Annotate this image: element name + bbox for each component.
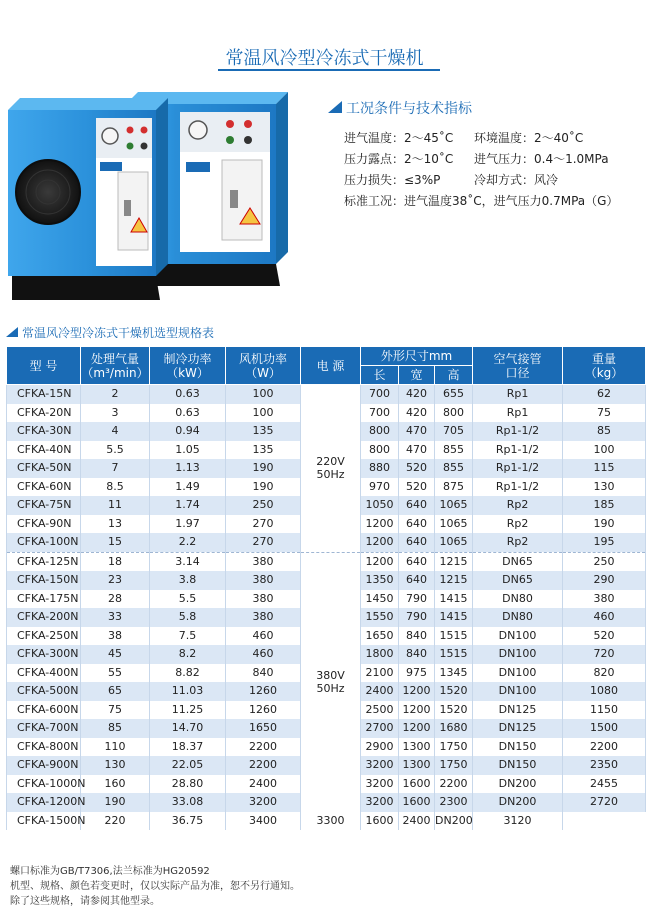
title-underline [218, 69, 440, 71]
spec-table [6, 346, 646, 830]
cell-model: CFKA-1500N [7, 812, 81, 831]
cell-flow: 160 [81, 775, 150, 794]
col-air-connection: 空气接管 口径 [473, 347, 563, 385]
cell-flow: 13 [81, 515, 150, 534]
cell-fan: 380 [226, 571, 301, 590]
condition-text: 压力损失：≤3%P [344, 173, 441, 187]
cell-l: 1200 [361, 552, 399, 571]
cell-wt: 3120 [473, 812, 563, 831]
cell-h: 1415 [435, 608, 473, 627]
cell-conn: Rp2 [473, 533, 563, 552]
cell-wt: 2720 [563, 793, 646, 812]
cell-flow: 28 [81, 590, 150, 609]
cell-conn: DN200 [473, 793, 563, 812]
cell-model: CFKA-200N [7, 608, 81, 627]
col-fan-power: 风机功率 （W） [226, 347, 301, 385]
cell-cool: 22.05 [150, 756, 226, 775]
cell-w: 520 [399, 459, 435, 478]
cell-conn: DN150 [473, 738, 563, 757]
cell-wt: 2455 [563, 775, 646, 794]
cell-wt: 1150 [563, 701, 646, 720]
col-power-supply: 电 源 [301, 347, 361, 385]
col-weight: 重量 （kg） [563, 347, 646, 385]
cell-cool: 11.25 [150, 701, 226, 720]
cell-cool: 33.08 [150, 793, 226, 812]
cell-l: 1650 [361, 627, 399, 646]
cell-model: CFKA-500N [7, 682, 81, 701]
cell-fan: 2200 [226, 756, 301, 775]
cell-h: 855 [435, 441, 473, 460]
cell-fan: 190 [226, 478, 301, 497]
cell-l: 1550 [361, 608, 399, 627]
cell-l: 2500 [361, 701, 399, 720]
cell-conn: DN100 [473, 682, 563, 701]
condition-text: 冷却方式：风冷 [474, 173, 559, 187]
cell-wt: 460 [563, 608, 646, 627]
cell-cool: 5.5 [150, 590, 226, 609]
cell-w: 520 [399, 478, 435, 497]
cell-fan: 3200 [226, 793, 301, 812]
cell-cool: 1.13 [150, 459, 226, 478]
cell-w: 1200 [399, 682, 435, 701]
cell-cool: 0.63 [150, 385, 226, 404]
cell-cool: 0.63 [150, 404, 226, 423]
cell-w: 840 [399, 645, 435, 664]
cell-conn: Rp1-1/2 [473, 478, 563, 497]
cell-h: 1515 [435, 645, 473, 664]
cell-w: 420 [399, 385, 435, 404]
cell-wt: 190 [563, 515, 646, 534]
cell-h: 875 [435, 478, 473, 497]
cell-fan: 270 [226, 515, 301, 534]
cell-l: 2900 [361, 738, 399, 757]
product-image [8, 90, 308, 308]
cell-fan: 1260 [226, 682, 301, 701]
cell-cool: 3.8 [150, 571, 226, 590]
cell-model: CFKA-1000N [7, 775, 81, 794]
cell-l: 3300 [301, 812, 361, 831]
condition-text: 进气压力：0.4～1.0MPa [474, 152, 609, 166]
table-row [7, 812, 646, 831]
col-cooling-power: 制冷功率 （kW） [150, 347, 226, 385]
cell-l: 1200 [361, 533, 399, 552]
cell-flow: 75 [81, 701, 150, 720]
cell-model: CFKA-800N [7, 738, 81, 757]
col-width: 宽 [399, 366, 435, 385]
cell-h: 1065 [435, 533, 473, 552]
cell-w: 840 [399, 627, 435, 646]
cell-model: CFKA-40N [7, 441, 81, 460]
cell-conn: DN100 [473, 627, 563, 646]
cell-cool: 1.74 [150, 496, 226, 515]
cell-fan: 460 [226, 645, 301, 664]
cell-cool: 8.82 [150, 664, 226, 683]
cell-h: 1750 [435, 756, 473, 775]
cell-wt: 1500 [563, 719, 646, 738]
cell-l: 1050 [361, 496, 399, 515]
cell-h: 2400 [399, 812, 435, 831]
footnote-line: 螺口标准为GB/T7306,法兰标准为HG20592 [10, 866, 210, 877]
cell-fan: 460 [226, 627, 301, 646]
cell-model: CFKA-75N [7, 496, 81, 515]
cell-model: CFKA-90N [7, 515, 81, 534]
cell-conn: DN200 [473, 775, 563, 794]
cell-w: 640 [399, 533, 435, 552]
cell-h: 2300 [435, 793, 473, 812]
cell-model: CFKA-60N [7, 478, 81, 497]
cell-flow: 4 [81, 422, 150, 441]
col-length: 长 [361, 366, 399, 385]
col-dimensions: 外形尺寸mm [361, 347, 473, 366]
cell-fan: 380 [226, 552, 301, 571]
cell-h: 855 [435, 459, 473, 478]
page-title: 常温风冷型冷冻式干燥机 [225, 48, 424, 69]
dryer-units-illustration [8, 90, 308, 308]
cell-cool: 28.80 [150, 775, 226, 794]
cell-w: 1300 [399, 738, 435, 757]
col-height: 高 [435, 366, 473, 385]
cell-conn: Rp2 [473, 496, 563, 515]
cell-h: 1215 [435, 571, 473, 590]
cell-flow: 190 [81, 793, 150, 812]
cell-fan: 135 [226, 422, 301, 441]
cell-wt: 85 [563, 422, 646, 441]
cell-fan: 190 [226, 459, 301, 478]
cell-w: 1600 [399, 775, 435, 794]
cell-h: 1750 [435, 738, 473, 757]
cell-conn: DN200 [435, 812, 473, 831]
cell-model: CFKA-900N [7, 756, 81, 775]
cell-h: 1520 [435, 701, 473, 720]
cell-power-supply: 380V 50Hz [301, 552, 361, 812]
cell-l: 800 [361, 441, 399, 460]
cell-cool: 11.03 [150, 682, 226, 701]
footnotes [10, 864, 300, 909]
cell-fan: 2200 [226, 738, 301, 757]
condition-line [344, 129, 584, 146]
cell-wt: 2350 [563, 756, 646, 775]
cell-flow: 5.5 [81, 441, 150, 460]
condition-text: 压力露点：2～10˚C [344, 152, 454, 166]
cell-conn: Rp1 [473, 404, 563, 423]
table-body [7, 385, 646, 831]
cell-h: 1415 [435, 590, 473, 609]
cell-h: 1520 [435, 682, 473, 701]
cell-h: 800 [435, 404, 473, 423]
cell-flow: 85 [81, 719, 150, 738]
cell-h: 2200 [435, 775, 473, 794]
cell-model: CFKA-15N [7, 385, 81, 404]
cell-w: 1600 [399, 793, 435, 812]
cell-h: 1065 [435, 515, 473, 534]
cell-flow: 130 [81, 756, 150, 775]
cell-cool: 2.2 [150, 533, 226, 552]
cell-l: 1800 [361, 645, 399, 664]
cell-cool: 7.5 [150, 627, 226, 646]
cell-fan: 380 [226, 608, 301, 627]
cell-model: CFKA-150N [7, 571, 81, 590]
cell-w: 1200 [399, 719, 435, 738]
cell-cool: 1.49 [150, 478, 226, 497]
triangle-marker-icon [328, 101, 342, 113]
cell-conn: DN125 [473, 701, 563, 720]
cell-conn: DN65 [473, 552, 563, 571]
cell-w: 1600 [361, 812, 399, 831]
cell-w: 790 [399, 608, 435, 627]
table-header [7, 347, 646, 385]
cell-w: 640 [399, 515, 435, 534]
cell-l: 880 [361, 459, 399, 478]
condition-line [344, 192, 618, 209]
cell-l: 3200 [361, 756, 399, 775]
cell-model: CFKA-400N [7, 664, 81, 683]
cell-model: CFKA-250N [7, 627, 81, 646]
cell-fan: 100 [226, 404, 301, 423]
cell-cool: 36.75 [150, 812, 226, 831]
cell-wt: 520 [563, 627, 646, 646]
cell-wt: 195 [563, 533, 646, 552]
cell-l: 2400 [361, 682, 399, 701]
cell-h: 655 [435, 385, 473, 404]
cell-l: 1200 [361, 515, 399, 534]
cell-fan: 250 [226, 496, 301, 515]
cell-model: CFKA-50N [7, 459, 81, 478]
cell-cool: 5.8 [150, 608, 226, 627]
cell-cool: 0.94 [150, 422, 226, 441]
cell-wt: 820 [563, 664, 646, 683]
cell-w: 640 [399, 496, 435, 515]
cell-wt: 2200 [563, 738, 646, 757]
cell-wt: 1080 [563, 682, 646, 701]
cell-h: 1680 [435, 719, 473, 738]
cell-l: 800 [361, 422, 399, 441]
cell-l: 2700 [361, 719, 399, 738]
cell-flow: 65 [81, 682, 150, 701]
cell-model: CFKA-1200N [7, 793, 81, 812]
cell-fan: 270 [226, 533, 301, 552]
cell-w: 790 [399, 590, 435, 609]
front-dryer-unit [8, 98, 168, 300]
cell-w: 1200 [399, 701, 435, 720]
cell-h: 1065 [435, 496, 473, 515]
cell-conn: Rp1-1/2 [473, 422, 563, 441]
cell-w: 640 [399, 571, 435, 590]
cell-model: CFKA-100N [7, 533, 81, 552]
cell-wt: 380 [563, 590, 646, 609]
cell-conn: Rp1-1/2 [473, 441, 563, 460]
cell-model: CFKA-700N [7, 719, 81, 738]
cell-l: 700 [361, 404, 399, 423]
cell-l: 2100 [361, 664, 399, 683]
col-flow: 处理气量 （m³/min） [81, 347, 150, 385]
cell-cool: 14.70 [150, 719, 226, 738]
cell-flow: 23 [81, 571, 150, 590]
cell-power-supply: 220V 50Hz [301, 385, 361, 553]
cell-wt: 100 [563, 441, 646, 460]
condition-text: 标准工况：进气温度38˚C，进气压力0.7MPa（G） [344, 194, 619, 208]
cell-conn: DN100 [473, 645, 563, 664]
cell-model: CFKA-600N [7, 701, 81, 720]
footnote-line: 除了这些规格，请参阅其他型录。 [10, 896, 160, 907]
cell-flow: 15 [81, 533, 150, 552]
cell-l: 1350 [361, 571, 399, 590]
cell-model: CFKA-20N [7, 404, 81, 423]
cell-flow: 110 [81, 738, 150, 757]
cell-cool: 8.2 [150, 645, 226, 664]
cell-wt: 185 [563, 496, 646, 515]
cell-model: CFKA-30N [7, 422, 81, 441]
cell-l: 1450 [361, 590, 399, 609]
cell-wt: 130 [563, 478, 646, 497]
cell-flow: 55 [81, 664, 150, 683]
footnote-line: 机型、规格、颜色若变更时，仅以实际产品为准，恕不另行通知。 [10, 881, 300, 892]
cell-fan: 840 [226, 664, 301, 683]
cell-fan: 380 [226, 590, 301, 609]
cell-flow: 7 [81, 459, 150, 478]
cell-cool: 3.14 [150, 552, 226, 571]
cell-wt: 75 [563, 404, 646, 423]
cell-conn: DN125 [473, 719, 563, 738]
cell-wt: 290 [563, 571, 646, 590]
cell-wt: 250 [563, 552, 646, 571]
cell-flow: 18 [81, 552, 150, 571]
cell-wt: 62 [563, 385, 646, 404]
cell-h: 1215 [435, 552, 473, 571]
cell-l: 3200 [361, 793, 399, 812]
cell-fan: 1260 [226, 701, 301, 720]
cell-model: CFKA-300N [7, 645, 81, 664]
cell-conn: Rp1-1/2 [473, 459, 563, 478]
cell-conn: Rp1 [473, 385, 563, 404]
condition-line [344, 171, 559, 188]
cell-w: 420 [399, 404, 435, 423]
cell-flow: 2 [81, 385, 150, 404]
condition-text: 进气温度：2～45˚C [344, 131, 454, 145]
cell-flow: 11 [81, 496, 150, 515]
cell-fan: 3400 [226, 812, 301, 831]
cell-l: 700 [361, 385, 399, 404]
condition-text: 环境温度：2～40˚C [474, 131, 584, 145]
cell-model: CFKA-175N [7, 590, 81, 609]
cell-conn: DN80 [473, 590, 563, 609]
cell-flow: 38 [81, 627, 150, 646]
cell-h: 1345 [435, 664, 473, 683]
cell-fan: 1650 [226, 719, 301, 738]
cell-model: CFKA-125N [7, 552, 81, 571]
cell-h: 1515 [435, 627, 473, 646]
triangle-marker-icon [6, 327, 18, 337]
condition-line [344, 150, 609, 167]
cell-l: 3200 [361, 775, 399, 794]
cell-fan: 135 [226, 441, 301, 460]
cell-wt: 720 [563, 645, 646, 664]
table-row [7, 385, 646, 404]
cell-flow: 45 [81, 645, 150, 664]
cell-w: 470 [399, 441, 435, 460]
cell-cool: 1.97 [150, 515, 226, 534]
cell-w: 1300 [399, 756, 435, 775]
cell-l: 970 [361, 478, 399, 497]
cell-fan: 100 [226, 385, 301, 404]
table-row [7, 552, 646, 571]
cell-flow: 8.5 [81, 478, 150, 497]
cell-flow: 220 [81, 812, 150, 831]
cell-cool: 1.05 [150, 441, 226, 460]
cell-cool: 18.37 [150, 738, 226, 757]
cell-conn: DN80 [473, 608, 563, 627]
cell-w: 975 [399, 664, 435, 683]
cell-h: 705 [435, 422, 473, 441]
col-model: 型 号 [7, 347, 81, 385]
cell-conn: Rp2 [473, 515, 563, 534]
cell-flow: 33 [81, 608, 150, 627]
cell-wt: 115 [563, 459, 646, 478]
cell-conn: DN100 [473, 664, 563, 683]
cell-conn: DN150 [473, 756, 563, 775]
brochure-page: 常温风冷型冷冻式干燥机 工况条件与技术指标 进气温度：2～45˚C 环境温度：2～40˚C 压力露点：2～10˚C 进气压力：0.4～1.0MPa 压力损失：≤3%P 冷却方式：风冷 标准工况：进气温度38˚C，进气压力0.7MPa（G） 常温风冷型冷冻式干燥机选型规格表 型 号 处理气量 （m³/min） 制冷功率 （kW） 风机功率 （W） 电 源 外形尺寸mm 空气接管 口径 重量 （kg） 长 宽 高 CFKA-15N 2 0.63 100 220V 50Hz 700 420 655 Rp1 62 CFKA-20N 3 0.63 100 700 420 800 Rp1 75 CFKA-30N 4 0.94 135 800 470 705 Rp1-1/2 85 CFKA-40N 5.5 1.05 135 800 470 855 Rp1-1/2 100 CFKA-50N 7 1.13 190 880 520 855 Rp1-1/2 115 CFKA-60N 8.5 1.49 190 970 520 875 Rp1-1/2 130 CFKA-75N 11 1.74 250 1050 640 1065 Rp2 185 CFKA-90N 13 1.97 270 1200 640 1065 Rp2 190 CFKA-100N 15 2.2 270 1200 640 1065 Rp2 195 CFKA-125N 18 3.14 380 380V 50Hz 1200 640 1215 DN65 250 CFKA-150N 23 3.8 380 1350 640 1215 DN65 290 CFKA-175N 28 5.5 380 1450 790 1415 DN80 380 CFKA-200N 33 5.8 380 1550 790 1415 DN80 460 CFKA-250N 38 7.5 460 1650 840 1515 DN100 520 CFKA-300N 45 8.2 460 1800 840 1515 DN100 720 CFKA-400N 55 8.82 840 2100 975 1345 DN100 820 CFKA-500N 65 11.03 1260 2400 1200 1520 DN100 1080 CFKA-600N 75 11.25 1260 2500 1200 1520 DN125 1150 CFKA-700N 85 14.70 1650 2700 1200 1680 DN125 1500 CFKA-800N 110 18.37 2200 2900 1300 1750 DN150 2200 CFKA-900N 130 22.05 2200 3200 1300 1750 DN150 2350 CFKA-1000N 160 28.80 2400 3200 1600 2200 DN200 2455 CFKA-1200N 190 33.08 3200 3200 1600 2300 DN200 2720 CFKA-1500N 220 36.75 3400 3300 1600 2400 DN200 3120 螺口标准为GB/T7306,法兰标准为HG20592 机型、规格、颜色若变更时，仅以实际产品为准，恕不另行通知。 除了这些规格，请参阅其他型录。 [0, 0, 649, 919]
cell-conn: DN65 [473, 571, 563, 590]
cell-w: 640 [399, 552, 435, 571]
cell-flow: 3 [81, 404, 150, 423]
cell-fan: 2400 [226, 775, 301, 794]
cell-w: 470 [399, 422, 435, 441]
